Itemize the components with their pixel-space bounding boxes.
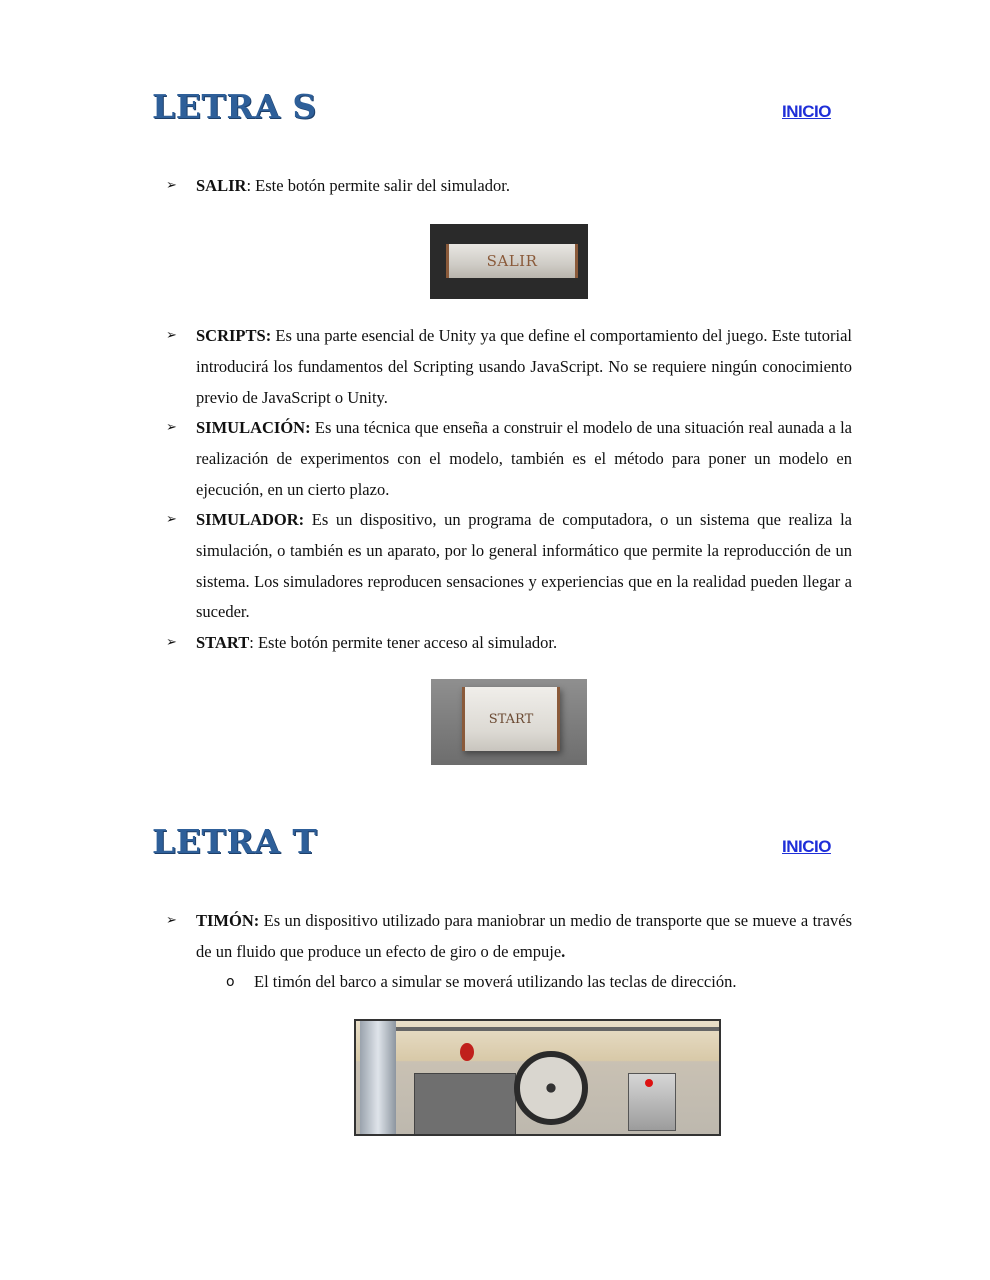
term-simulacion: SIMULACIÓN: [196,418,311,437]
term-salir: SALIR [196,176,247,195]
arrow-bullet-icon: ➢ [166,635,177,650]
salir-image-label: SALIR [446,244,578,278]
arrow-bullet-icon: ➢ [166,512,177,527]
salir-button-image [430,224,588,299]
start-button-image [431,679,587,765]
start-image-label: START [462,687,560,751]
ship-wheel-icon [514,1051,588,1125]
definition: Este botón permite salir del simulador. [251,176,510,195]
arrow-bullet-icon: ➢ [166,178,177,193]
sub-list-item: o El timón del barco a simular se moverá utilizando las teclas de dirección. [226,967,852,998]
list-item: ➢ TIMÓN: Es un dispositivo utilizado para maniobrar un medio de transporte que se mueve a través de un fluido que produce un efecto de giro o de empuje. [166,906,852,968]
definition: Es un dispositivo, un programa de computadora, o un sistema que realiza la simulación, o también es un aparato, por lo general informático que permite la reproducción de un sistema. Los simuladores reproducen sensaciones y experiencias que en la realidad pueden llegar a suceder. [196,510,852,622]
arrow-bullet-icon: ➢ [166,913,177,928]
inicio-link[interactable]: INICIO [782,837,831,856]
list-item [166,505,852,628]
list-item [166,321,852,413]
definition: Este botón permite tener acceso al simulador. [253,633,558,652]
heading-letra-s: LETRA S [152,87,317,126]
definition: Es un dispositivo utilizado para maniobrar un medio de transporte que se mueve a través de un fluido que produce un efecto de giro o de empuje [196,911,852,961]
list-item [166,413,852,505]
term-simulador: SIMULADOR: [196,510,305,529]
definition: Es una técnica que enseña a construir el modelo de una situación real aunada a la realización de experimentos con el modelo, también es el método para poner un modelo en ejecución, en un cierto plazo. [196,418,852,499]
term-scripts: SCRIPTS: [196,326,272,345]
arrow-bullet-icon: ➢ [166,328,177,343]
heading-letra-t: LETRA T [152,822,318,861]
ship-helm-image [354,1019,721,1136]
definition: Es una parte esencial de Unity ya que define el comportamiento del juego. Este tutorial introducirá los fundamentos del Scripting usando JavaScript. No se requiere ningún conocimiento previo de JavaScript o Unity. [196,326,852,407]
inicio-link[interactable]: INICIO [782,102,831,121]
list-item: ➢ SALIR: Este botón permite salir del simulador. [166,171,852,202]
term-timon: TIMÓN: [196,911,260,930]
list-item: ➢ START: Este botón permite tener acceso al simulador. [166,628,852,659]
circle-bullet-icon: o [226,974,235,990]
term-start: START [196,633,250,652]
arrow-bullet-icon: ➢ [166,420,177,435]
